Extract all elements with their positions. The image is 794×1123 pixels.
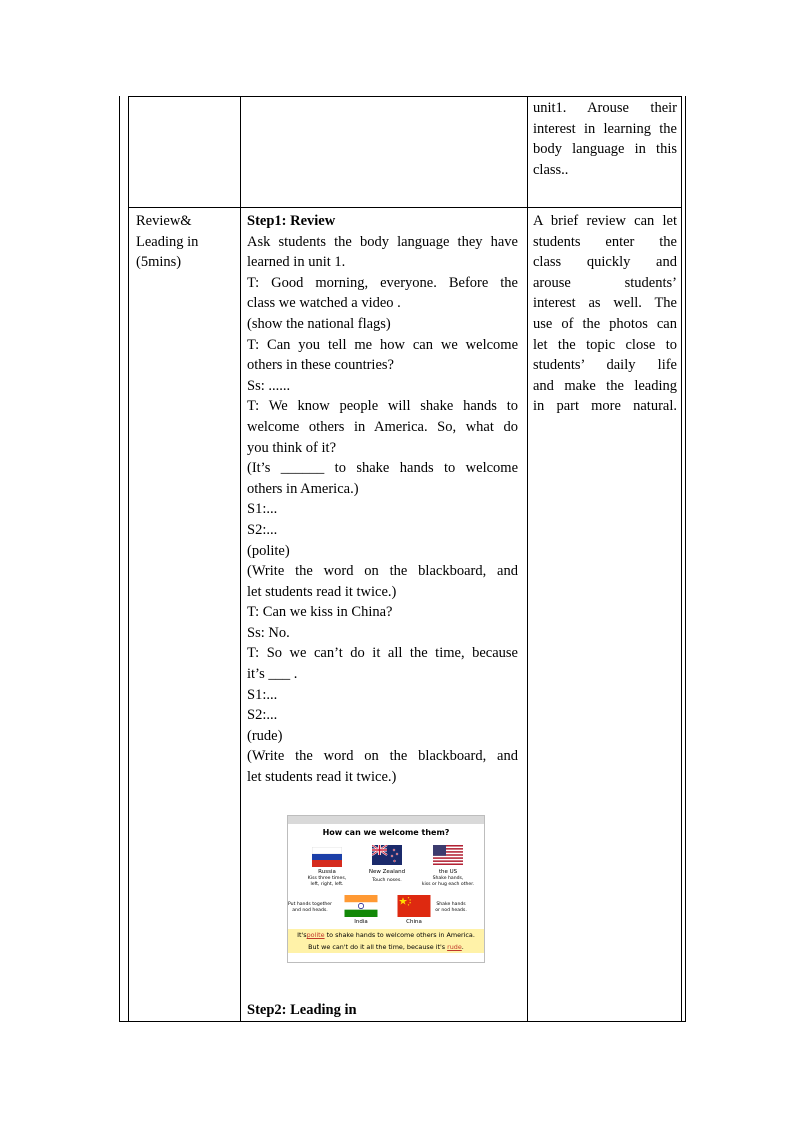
step1-heading: Step1: Review: [247, 213, 336, 229]
country-greeting: Touch noses.: [372, 878, 402, 883]
procedure-line: learned in unit 1.: [247, 254, 346, 271]
procedure-line: it’s ___ .: [247, 666, 298, 683]
country-greeting: Shake hands or nod heads.: [435, 902, 467, 913]
procedure-line: welcome others in America. So, what do: [247, 418, 518, 435]
procedure-line: you think of it?: [247, 439, 337, 456]
text-line: A brief review can let: [533, 213, 677, 229]
sentence1-word: polite: [306, 931, 325, 939]
new-zealand-flag-icon: [372, 845, 402, 865]
procedure-line: (show the national flags): [247, 315, 391, 332]
sentence2-pre: But we can't do it all the time, because it's: [308, 943, 446, 951]
country-greeting: Shake hands, kiss or hug each other.: [421, 876, 475, 887]
procedure-line: Ss: ......: [247, 377, 291, 394]
table-border-right-inner: [681, 96, 682, 1022]
slide-sentence-2: [288, 941, 484, 953]
country-name: India: [354, 919, 368, 925]
slide-sentence-1: [288, 929, 484, 941]
procedure-line: let students read it twice.): [247, 583, 397, 600]
procedure-line: S1:...: [247, 686, 278, 703]
text-line: use of the photos can: [533, 315, 677, 332]
procedure-line: (rude): [247, 727, 283, 744]
procedure-line: T: Can you tell me how can we welcome: [247, 336, 518, 353]
country-name: Russia: [318, 869, 336, 875]
table-row-divider: [128, 207, 682, 208]
procedure-line: (Write the word on the blackboard, and: [247, 748, 518, 765]
slide-title: How can we welcome them?: [322, 828, 450, 837]
text-line: let the topic close to: [533, 336, 677, 353]
procedure-line: (It’s ______ to shake hands to welcome: [247, 460, 518, 477]
text-line: unit1. Arouse their: [533, 100, 677, 116]
procedure-line: T: We know people will shake hands to: [247, 398, 518, 415]
text-line: Leading in: [136, 233, 199, 250]
table-col-divider-2: [527, 96, 528, 1022]
text-line: Review&: [136, 213, 192, 229]
text-line: class..: [533, 161, 569, 178]
procedure-line: others in America.): [247, 480, 359, 497]
row2-stage-cell: [136, 211, 236, 273]
welcome-slide-image: [287, 815, 485, 963]
text-line: interest as well. The: [533, 295, 677, 312]
procedure-line: let students read it twice.): [247, 769, 397, 786]
country-name: China: [406, 919, 422, 925]
country-greeting: Put hands together and nod heads.: [287, 902, 333, 913]
procedure-line: T: Good morning, everyone. Before the: [247, 274, 518, 291]
text-line: and make the leading: [533, 377, 677, 394]
slide-top-bar: [288, 816, 484, 824]
procedure-line: Ss: No.: [247, 624, 290, 641]
row2-procedure-cell: [247, 211, 518, 788]
procedure-line: T: Can we kiss in China?: [247, 604, 393, 621]
text-line: interest in learning the: [533, 120, 677, 137]
country-name: New Zealand: [368, 869, 406, 875]
procedure-line: Ask students the body language they have: [247, 233, 518, 250]
procedure-line: S2:...: [247, 707, 278, 724]
text-line: class quickly and: [533, 254, 677, 271]
sentence2-post: .: [461, 943, 464, 951]
step2-heading: Step2: Leading in: [247, 1002, 357, 1018]
sentence2-word: rude: [447, 943, 462, 951]
table-border-right-outer: [685, 96, 686, 1022]
country-name: the US: [438, 869, 458, 875]
row2-purpose-cell: [533, 211, 677, 417]
table-border-top: [128, 96, 682, 97]
procedure-line: T: So we can’t do it all the time, because: [247, 645, 518, 662]
procedure-line: S1:...: [247, 501, 278, 518]
text-line: (5mins): [136, 254, 182, 271]
sentence1-post: to shake hands to welcome others in America.: [326, 931, 475, 939]
text-line: in part more natural.: [533, 398, 677, 415]
table-border-left-outer: [119, 96, 120, 1022]
russia-flag-icon: [312, 847, 342, 867]
procedure-line: (polite): [247, 542, 290, 559]
us-flag-icon: [433, 845, 463, 865]
procedure-lines: [247, 232, 518, 788]
table-border-left-inner: [128, 96, 129, 1022]
text-line: body language in this: [533, 141, 677, 158]
text-line: students enter the: [533, 233, 677, 250]
table-col-divider-1: [240, 96, 241, 1022]
procedure-line: (Write the word on the blackboard, and: [247, 563, 518, 580]
country-greeting: Kiss three times, left, right, left.: [307, 876, 347, 887]
text-line: students’ daily life: [533, 357, 677, 374]
table-border-bottom: [119, 1021, 686, 1022]
procedure-line: class we watched a video .: [247, 295, 401, 312]
india-flag-icon: [344, 895, 378, 917]
procedure-line: others in these countries?: [247, 357, 394, 374]
sentence1-pre: It's: [297, 931, 307, 939]
row1-purpose-cell: [533, 98, 677, 180]
text-line: arouse students’: [533, 274, 677, 291]
procedure-line: S2:...: [247, 521, 278, 538]
